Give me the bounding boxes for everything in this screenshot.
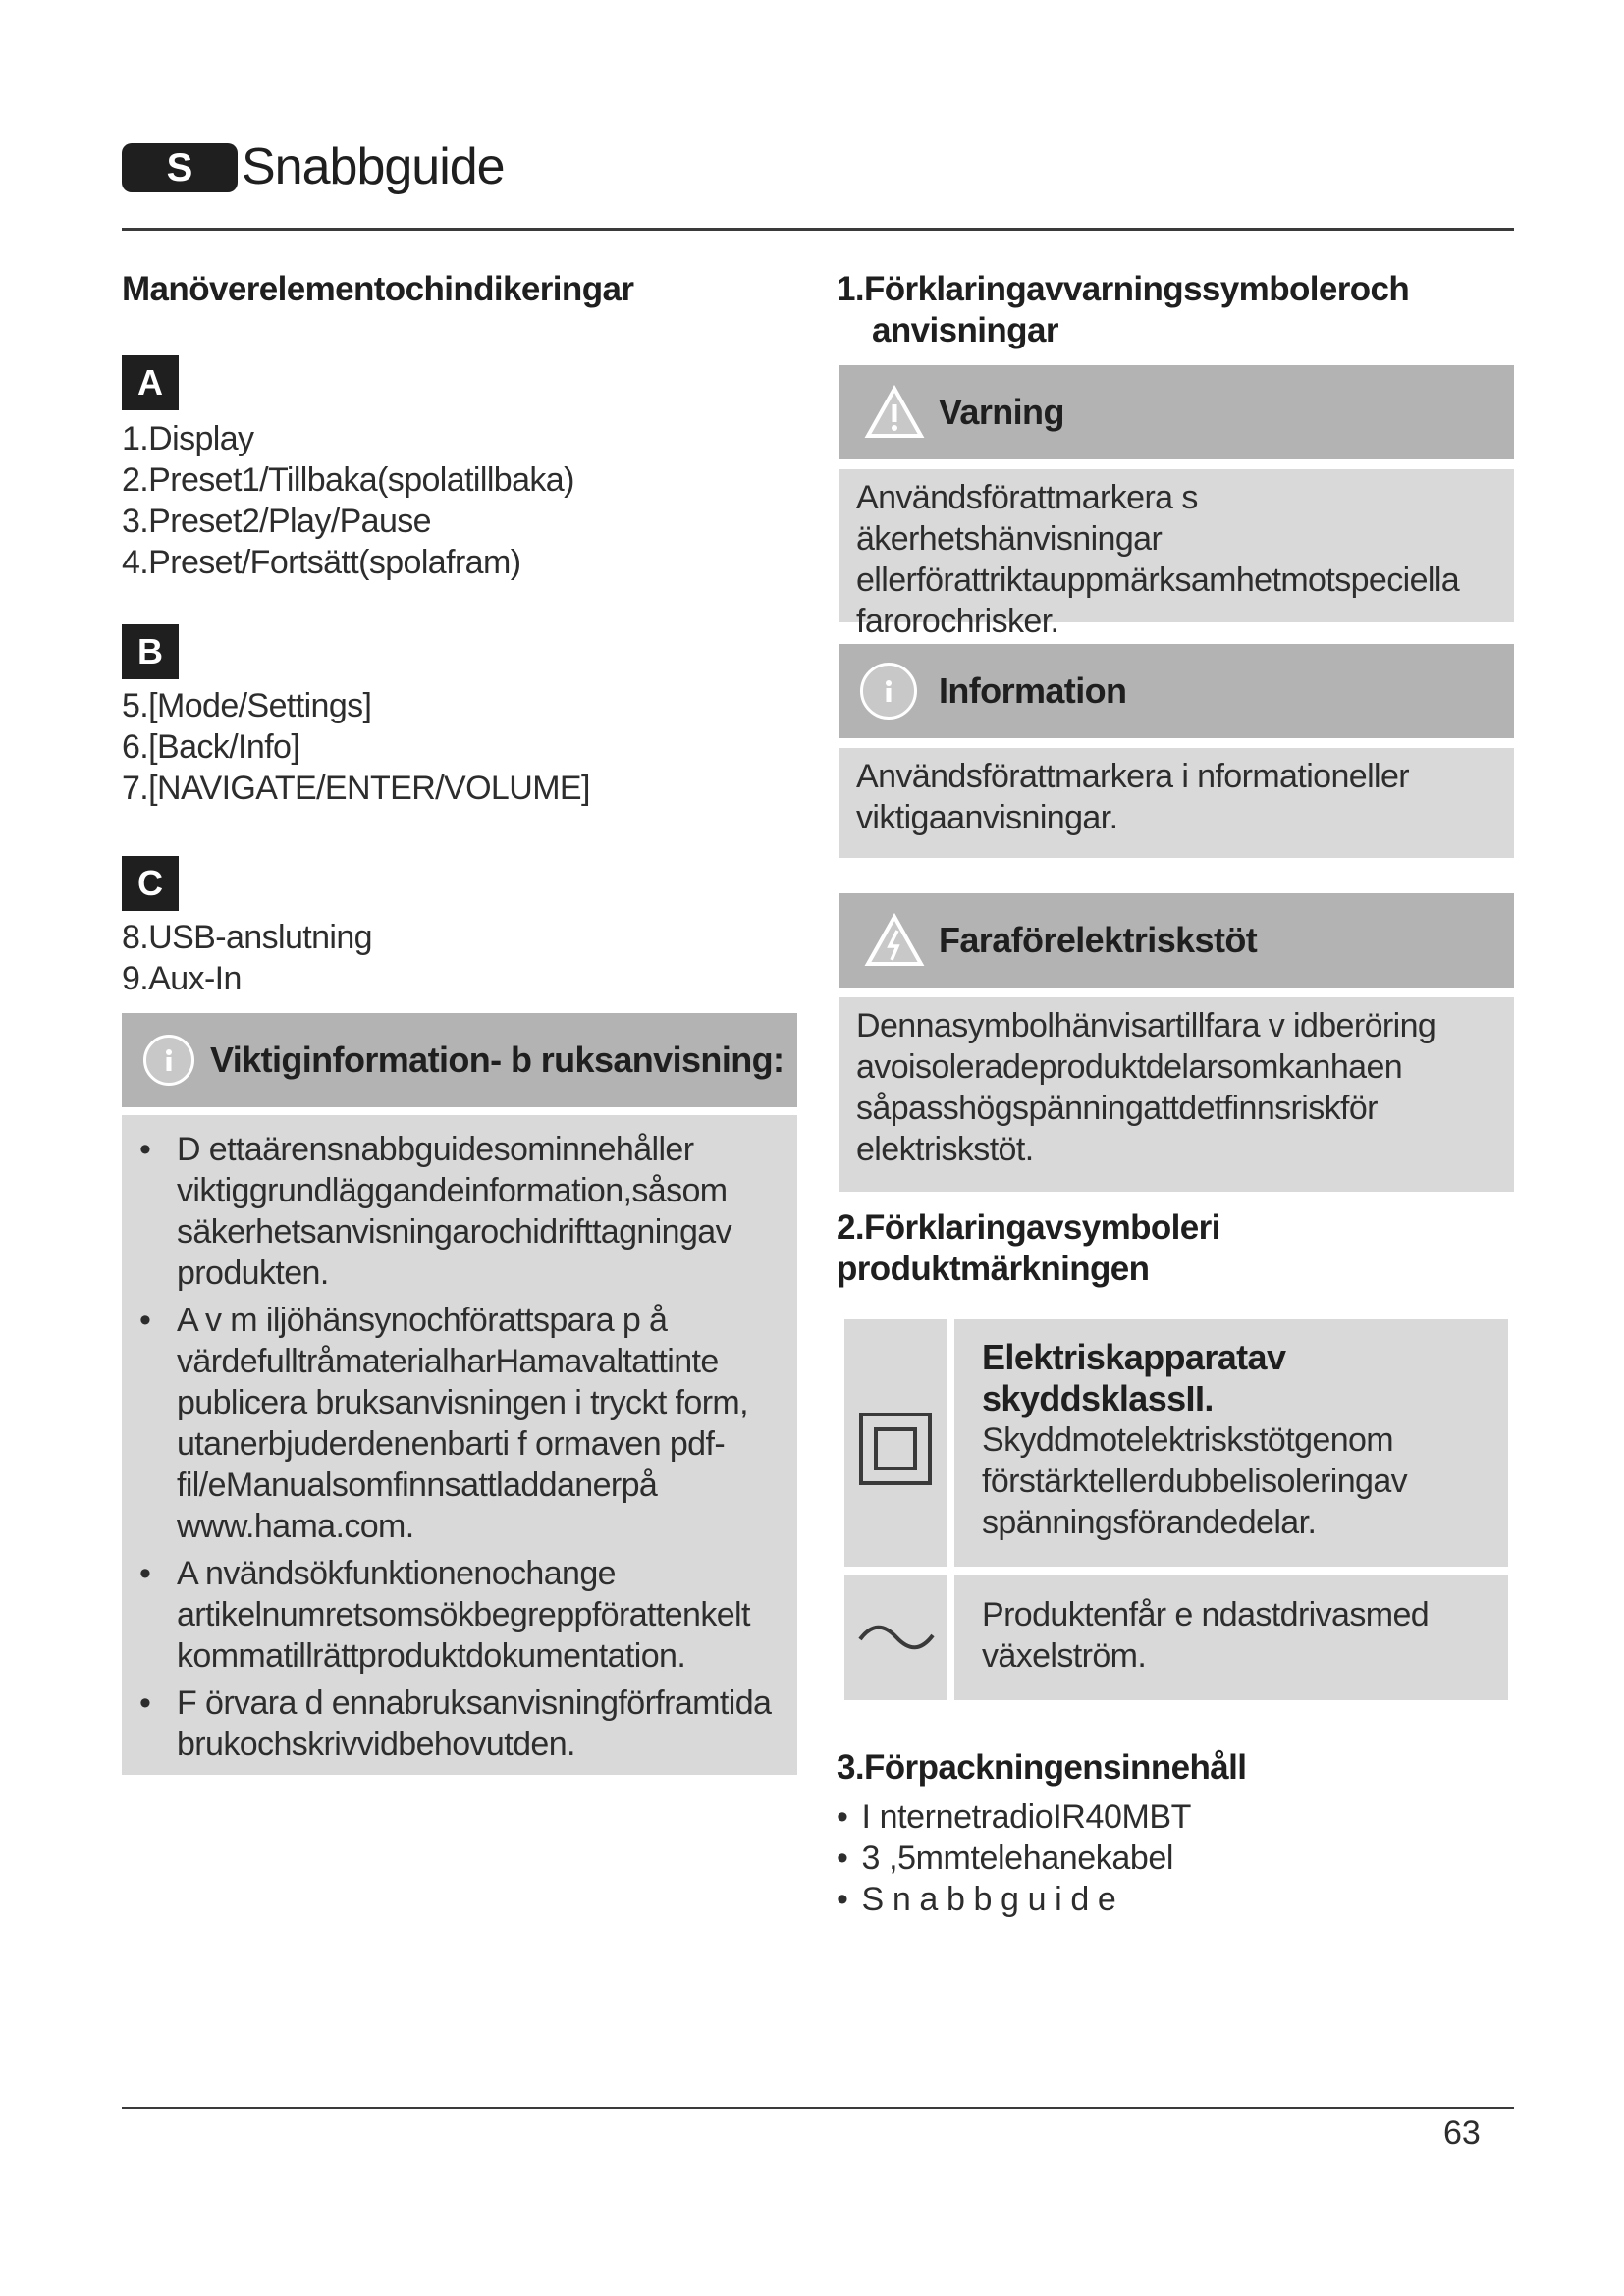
- group-c-list: [122, 917, 372, 999]
- package-contents-list: [837, 1796, 1191, 1920]
- info-icon: [860, 663, 917, 720]
- class2-title-line2: skyddsklassII.: [982, 1378, 1214, 1418]
- section2-heading-line2: produktmärkningen: [837, 1250, 1150, 1288]
- important-info-header: [122, 1013, 797, 1107]
- ac-description: Produktenfår e ndastdrivasmed växelström.: [982, 1596, 1430, 1675]
- ac-wave-icon: [858, 1622, 935, 1653]
- warning-text: Användsförattmarkera s äkerhetshänvisningar ellerförattriktauppmärksamhetmotspeciella farorochrisker.: [839, 469, 1514, 622]
- page-number: 63: [1443, 2114, 1481, 2152]
- bullet-item: • D ettaärensnabbguidesominnehåller viktiggrundläggandeinformation,såsom säkerhetsanvisningarochidrifttagningav produkten.: [122, 1129, 778, 1294]
- class2-title-line1: Elektriskapparatav: [982, 1337, 1286, 1377]
- section1-heading-line2: anvisningar: [872, 311, 1058, 349]
- info-icon: [143, 1035, 194, 1086]
- information-text: Användsförattmarkera i nformationeller viktigaanvisningar.: [839, 748, 1514, 858]
- information-header: [839, 644, 1514, 738]
- important-info-body: [122, 1115, 797, 1775]
- list-item: 9.Aux-In: [122, 960, 242, 997]
- list-item: 6.[Back/Info]: [122, 728, 300, 766]
- list-item: • 3 ,5mmtelehanekabel: [837, 1840, 1174, 1877]
- header-rule: [122, 228, 1514, 231]
- language-badge: S: [122, 143, 238, 192]
- footer-rule: [122, 2107, 1514, 2109]
- warning-triangle-icon: [864, 385, 925, 440]
- class2-symbol-cell: [844, 1319, 947, 1567]
- class2-description: Skyddmotelektriskstötgenom förstärktellerdubbelisoleringav spänningsförandedelar.: [982, 1421, 1408, 1541]
- group-a-list: [122, 418, 574, 583]
- class2-text-cell: [954, 1319, 1508, 1567]
- double-square-icon: [858, 1412, 933, 1486]
- section2-heading-line1: 2.Förklaringavsymboleri: [837, 1208, 1220, 1247]
- warning-title: Varning: [939, 392, 1064, 432]
- list-item: 3.Preset2/Play/Pause: [122, 503, 431, 540]
- list-item: 7.[NAVIGATE/ENTER/VOLUME]: [122, 770, 590, 807]
- letter-box-a: A: [122, 355, 179, 410]
- electric-shock-header: [839, 893, 1514, 988]
- important-info-title: Viktiginformation- b ruksanvisning:: [210, 1040, 785, 1080]
- list-item: 5.[Mode/Settings]: [122, 687, 372, 724]
- list-item: 1.Display: [122, 420, 254, 457]
- warning-header: [839, 365, 1514, 459]
- list-item: • S n a b b g u i d e: [837, 1881, 1116, 1918]
- list-item: 4.Preset/Fortsätt(spolafram): [122, 544, 521, 581]
- electric-shock-text: Dennasymbolhänvisartillfara v idberöring avoisoleradeproduktdelarsomkanhaen såpasshögspänningattdetfinnsriskför elektriskstöt.: [839, 997, 1514, 1192]
- controls-heading: Manöverelementochindikeringar: [122, 270, 634, 308]
- bullet-item: • A v m iljöhänsynochförattspara p å värdefulltråmaterialharHamavaltattinte publicera bruksanvisningen i tryckt form, utanerbjuderdenenbarti f ormaven pdf-fil/eManualsomfinnsattladdanerpå www.hama.com.: [122, 1300, 778, 1547]
- page-title: Snabbguide: [242, 138, 505, 195]
- information-title: Information: [939, 670, 1127, 711]
- list-item: • I nternetradioIR40MBT: [837, 1798, 1192, 1836]
- ac-text-cell: [954, 1575, 1508, 1700]
- letter-box-c: C: [122, 856, 179, 911]
- letter-box-b: B: [122, 624, 179, 679]
- section3-heading: 3.Förpackningensinnehåll: [837, 1748, 1247, 1787]
- group-b-list: [122, 685, 590, 809]
- electric-shock-icon: [864, 913, 925, 968]
- list-item: 8.USB-anslutning: [122, 919, 372, 956]
- bullet-item: • F örvara d ennabruksanvisningförframtida brukochskrivvidbehovutden.: [122, 1682, 778, 1765]
- list-item: 2.Preset1/Tillbaka(spolatillbaka): [122, 461, 574, 499]
- electric-shock-title: Faraförelektriskstöt: [939, 920, 1258, 960]
- ac-symbol-cell: [844, 1575, 947, 1700]
- bullet-item: • A nvändsökfunktionenochange artikelnumretsomsökbegreppförattenkelt kommatillrättproduktdokumentation.: [122, 1553, 778, 1677]
- section1-heading-line1: 1.Förklaringavvarningssymboleroch: [837, 270, 1410, 308]
